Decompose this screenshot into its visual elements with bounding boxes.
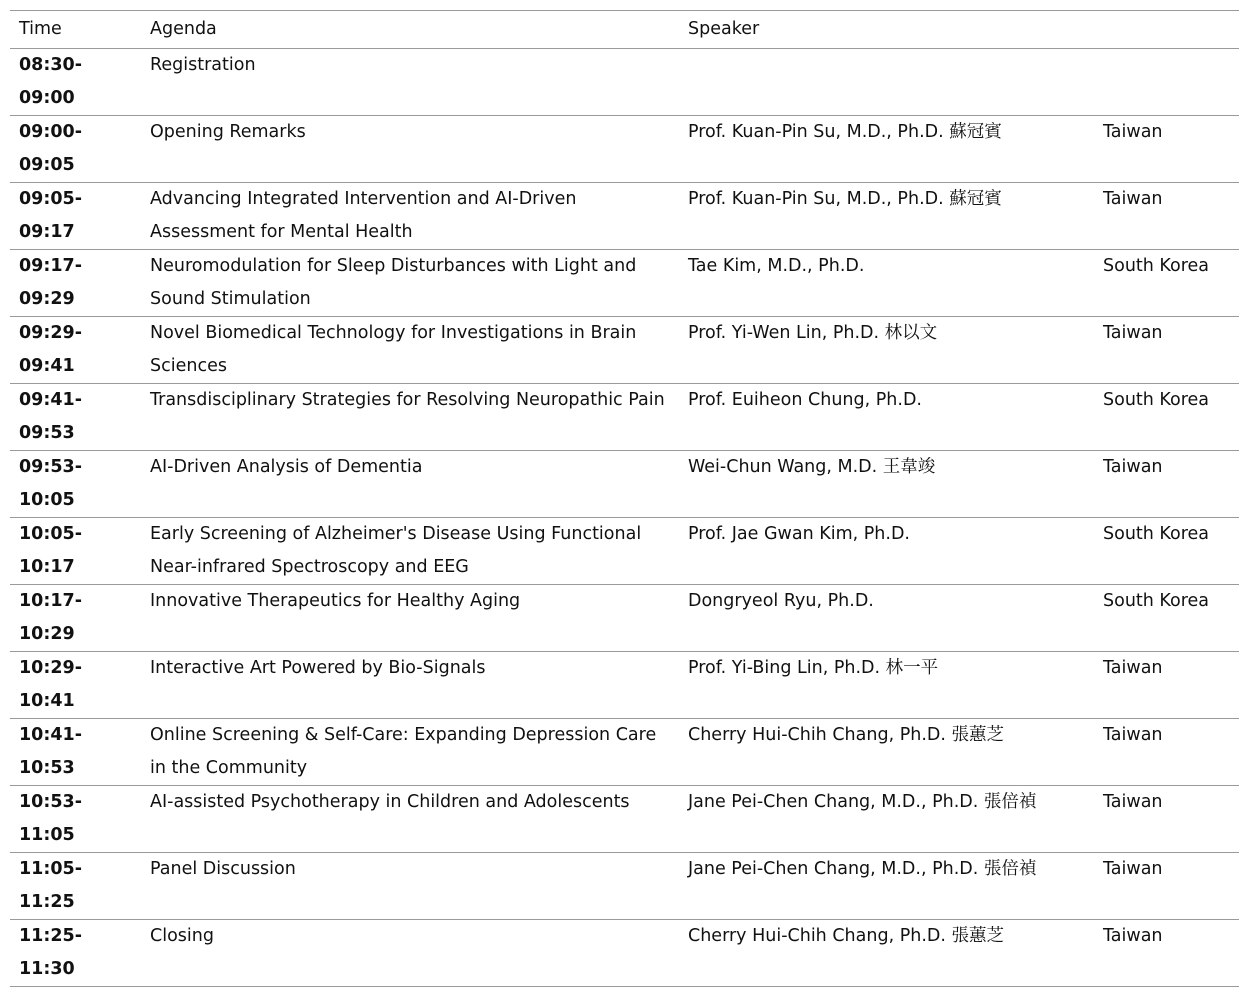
cell-agenda: Innovative Therapeutics for Healthy Aging	[141, 585, 679, 652]
cell-country: Taiwan	[1094, 786, 1239, 853]
cell-country: Taiwan	[1094, 451, 1239, 518]
cell-speaker: Prof. Euiheon Chung, Ph.D.	[679, 384, 1094, 451]
cell-time: 10:41-10:53	[10, 719, 141, 786]
cell-speaker: Wei-Chun Wang, M.D. 王韋竣	[679, 451, 1094, 518]
cell-agenda: Transdisciplinary Strategies for Resolving Neuropathic Pain	[141, 384, 679, 451]
cell-country: Taiwan	[1094, 116, 1239, 183]
cell-agenda: Closing	[141, 920, 679, 987]
cell-agenda: AI-Driven Analysis of Dementia	[141, 451, 679, 518]
cell-time: 10:05-10:17	[10, 518, 141, 585]
cell-speaker	[679, 49, 1094, 116]
cell-time: 11:05-11:25	[10, 853, 141, 920]
cell-agenda: Opening Remarks	[141, 116, 679, 183]
cell-country	[1094, 49, 1239, 116]
cell-speaker: Tae Kim, M.D., Ph.D.	[679, 250, 1094, 317]
cell-country: South Korea	[1094, 384, 1239, 451]
table-row	[10, 585, 1239, 652]
cell-speaker: Prof. Jae Gwan Kim, Ph.D.	[679, 518, 1094, 585]
cell-time: 09:05-09:17	[10, 183, 141, 250]
cell-country: South Korea	[1094, 518, 1239, 585]
cell-time: 09:29-09:41	[10, 317, 141, 384]
cell-agenda: AI-assisted Psychotherapy in Children and Adolescents	[141, 786, 679, 853]
cell-time: 09:53-10:05	[10, 451, 141, 518]
cell-country: Taiwan	[1094, 183, 1239, 250]
table-row	[10, 920, 1239, 987]
table-header-row	[10, 11, 1239, 49]
agenda-table	[10, 10, 1239, 987]
header-country	[1094, 11, 1239, 49]
cell-speaker: Dongryeol Ryu, Ph.D.	[679, 585, 1094, 652]
table-row	[10, 786, 1239, 853]
header-speaker: Speaker	[679, 11, 1094, 49]
cell-agenda: Novel Biomedical Technology for Investigations in Brain Sciences	[141, 317, 679, 384]
table-row	[10, 250, 1239, 317]
cell-speaker: Cherry Hui-Chih Chang, Ph.D. 張蕙芝	[679, 920, 1094, 987]
table-row	[10, 853, 1239, 920]
cell-speaker: Prof. Kuan-Pin Su, M.D., Ph.D. 蘇冠賓	[679, 116, 1094, 183]
cell-country: South Korea	[1094, 250, 1239, 317]
cell-agenda: Interactive Art Powered by Bio-Signals	[141, 652, 679, 719]
cell-speaker: Cherry Hui-Chih Chang, Ph.D. 張蕙芝	[679, 719, 1094, 786]
cell-agenda: Panel Discussion	[141, 853, 679, 920]
cell-agenda: Online Screening & Self-Care: Expanding Depression Care in the Community	[141, 719, 679, 786]
cell-time: 09:17-09:29	[10, 250, 141, 317]
cell-time: 11:25-11:30	[10, 920, 141, 987]
table-row	[10, 652, 1239, 719]
cell-country: South Korea	[1094, 585, 1239, 652]
cell-country: Taiwan	[1094, 920, 1239, 987]
cell-agenda: Registration	[141, 49, 679, 116]
cell-country: Taiwan	[1094, 652, 1239, 719]
cell-time: 10:53-11:05	[10, 786, 141, 853]
cell-country: Taiwan	[1094, 317, 1239, 384]
cell-time: 09:00-09:05	[10, 116, 141, 183]
agenda-table-container	[10, 10, 1239, 987]
cell-agenda: Neuromodulation for Sleep Disturbances with Light and Sound Stimulation	[141, 250, 679, 317]
table-row	[10, 518, 1239, 585]
cell-agenda: Advancing Integrated Intervention and AI-Driven Assessment for Mental Health	[141, 183, 679, 250]
cell-speaker: Prof. Yi-Wen Lin, Ph.D. 林以文	[679, 317, 1094, 384]
cell-speaker: Prof. Yi-Bing Lin, Ph.D. 林一平	[679, 652, 1094, 719]
table-row	[10, 384, 1239, 451]
header-time: Time	[10, 11, 141, 49]
table-row	[10, 116, 1239, 183]
cell-country: Taiwan	[1094, 853, 1239, 920]
cell-time: 10:29-10:41	[10, 652, 141, 719]
cell-speaker: Jane Pei-Chen Chang, M.D., Ph.D. 張倍禎	[679, 853, 1094, 920]
table-row	[10, 183, 1239, 250]
cell-time: 10:17-10:29	[10, 585, 141, 652]
table-row	[10, 719, 1239, 786]
table-row	[10, 49, 1239, 116]
cell-time: 08:30-09:00	[10, 49, 141, 116]
cell-agenda: Early Screening of Alzheimer's Disease Using Functional Near-infrared Spectroscopy and EEG	[141, 518, 679, 585]
cell-country: Taiwan	[1094, 719, 1239, 786]
header-agenda: Agenda	[141, 11, 679, 49]
cell-speaker: Jane Pei-Chen Chang, M.D., Ph.D. 張倍禎	[679, 786, 1094, 853]
table-row	[10, 317, 1239, 384]
cell-time: 09:41-09:53	[10, 384, 141, 451]
table-row	[10, 451, 1239, 518]
cell-speaker: Prof. Kuan-Pin Su, M.D., Ph.D. 蘇冠賓	[679, 183, 1094, 250]
